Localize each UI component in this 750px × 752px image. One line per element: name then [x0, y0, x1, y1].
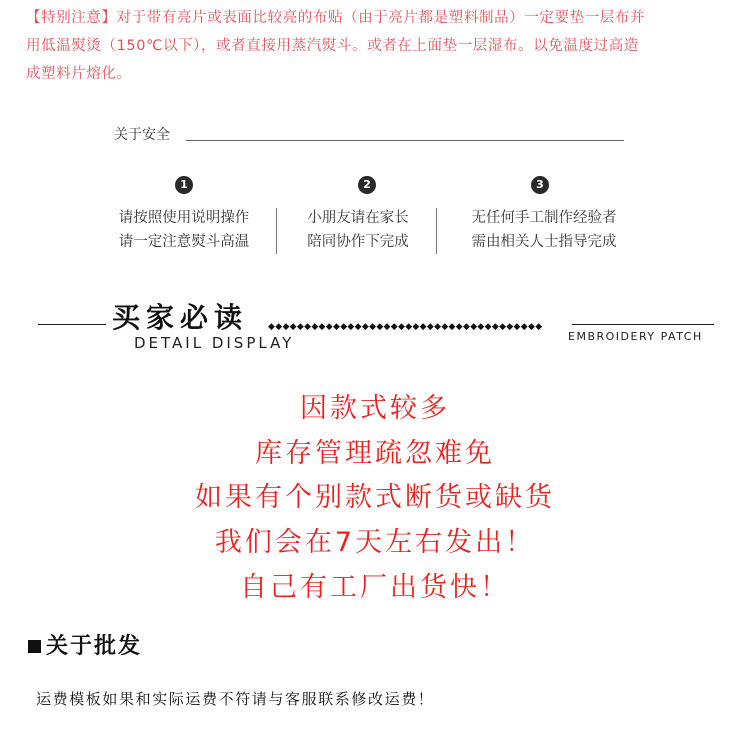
red-notice-line-1: 因款式较多 — [300, 393, 450, 424]
notice-line-3: 成塑料片熔化。 — [26, 66, 132, 82]
red-notice-line-2: 库存管理疏忽难免 — [255, 438, 495, 469]
tip-1-line-1: 请按照使用说明操作 — [118, 210, 250, 226]
tip-3-line-2: 需由相关人士指导完成 — [471, 234, 617, 250]
safety-tip-2 — [278, 206, 438, 254]
red-notice-line-3: 如果有个别款式断货或缺货 — [195, 482, 555, 513]
notice-line-2: 用低温熨烫（150℃以下），或者直接用蒸汽熨斗。或者在上面垫一层湿布。以免温度过高造 — [26, 38, 639, 54]
section-title: 买家必读 — [112, 301, 249, 334]
tip-2-line-2: 陪同协作下完成 — [307, 234, 409, 250]
tip-1-line-2: 请一定注意熨斗高温 — [118, 234, 250, 250]
red-notice-line-5: 自己有工厂出货快！ — [240, 572, 510, 603]
red-notice-line-4: 我们会在7天左右发出！ — [214, 527, 536, 558]
tip-3-line-1: 无任何手工制作经验者 — [471, 210, 617, 226]
header-right-line — [572, 324, 714, 325]
diamond-divider — [268, 314, 542, 333]
safety-tip-3 — [459, 206, 629, 254]
section-subtitle: DETAIL DISPLAY — [134, 334, 295, 352]
english-caption: EMBROIDERY PATCH — [568, 330, 703, 343]
tip-separator — [276, 208, 277, 254]
header-left-line — [38, 324, 106, 325]
bullet-square-icon — [28, 640, 41, 653]
notice-line-1: 【特别注意】对于带有亮片或表面比较亮的布贴（由于亮片都是塑料制品）一定要垫一层布并 — [26, 10, 646, 26]
safety-divider — [186, 140, 624, 141]
safety-title: 关于安全 — [114, 127, 170, 143]
wholesale-title: 关于批发 — [46, 634, 143, 659]
tip-number-1: 1 — [175, 176, 193, 194]
diamond-row: ◆◆◆◆◆◆◆◆◆◆◆◆◆◆◆◆◆◆◆◆◆◆◆◆◆◆◆◆◆◆◆◆◆◆◆◆◆◆ — [268, 322, 543, 332]
special-notice — [26, 4, 726, 88]
tip-2-line-1: 小朋友请在家长 — [307, 210, 409, 226]
safety-tip-1 — [104, 206, 264, 254]
tip-separator — [436, 208, 437, 254]
tip-number-2: 2 — [358, 176, 376, 194]
tip-number-3: 3 — [531, 176, 549, 194]
wholesale-text: 运费模板如果和实际运费不符请与客服联系修改运费！ — [36, 690, 435, 708]
